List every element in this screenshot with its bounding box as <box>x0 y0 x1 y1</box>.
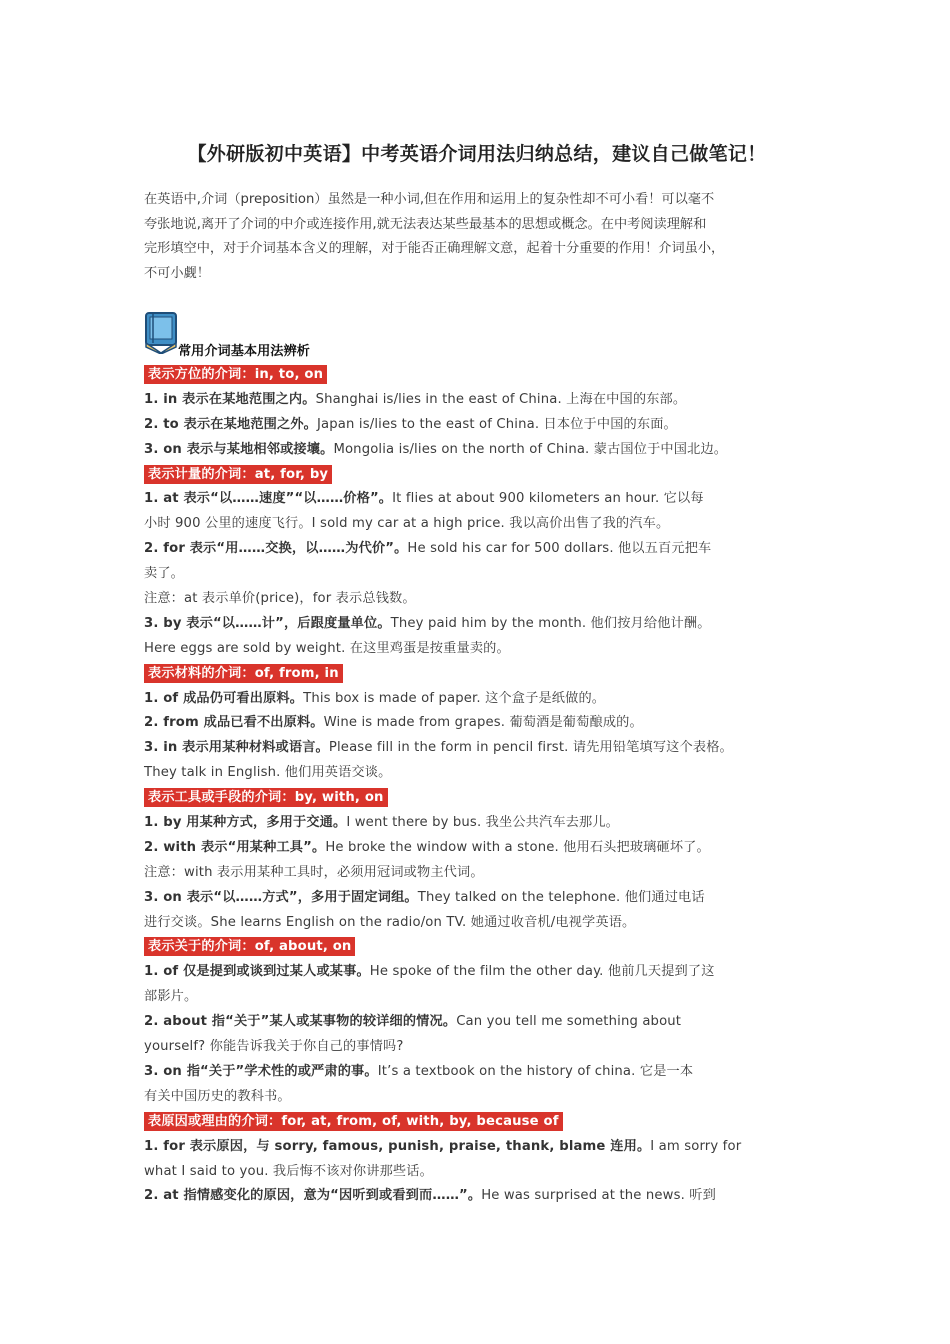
usage-example: Wine is made from grapes. 葡萄酒是葡萄酿成的。 <box>323 715 643 731</box>
category-row <box>144 1110 810 1135</box>
usage-line <box>144 512 810 537</box>
usage-line <box>144 811 810 836</box>
usage-rule: 2. for 表示“用……交换，以……为代价”。 <box>144 541 408 557</box>
usage-line <box>144 985 810 1010</box>
category-tag: 表原因或理由的介词：for, at, from, of, with, by, because of <box>144 1112 563 1131</box>
usage-rule: 2. from 成品已看不出原料。 <box>144 715 324 731</box>
usage-example: Can you tell me something about <box>456 1014 682 1030</box>
category-tag: 表示计量的介词：at, for, by <box>144 465 332 484</box>
usage-example: Japan is/lies to the east of China. 日本位于中国的东面。 <box>317 416 677 432</box>
content-lines <box>144 363 810 1209</box>
usage-example: They paid him by the month. 他们按月给他计酬。 <box>390 615 711 631</box>
usage-line <box>144 861 810 886</box>
usage-rule: 1. of 仅是提到或谈到过某人或某事。 <box>144 964 370 980</box>
intro-line: 不可小觑！ <box>144 265 210 281</box>
usage-example: 注意：with 表示用某种工具时，必须用冠词或物主代词。 <box>144 864 484 880</box>
usage-line <box>144 1184 810 1209</box>
usage-example: This box is made of paper. 这个盒子是纸做的。 <box>303 690 606 706</box>
usage-line <box>144 1060 810 1085</box>
category-tag: 表示工具或手段的介词：by, with, on <box>144 788 388 807</box>
page-title: 【外研版初中英语】中考英语介词用法归纳总结，建议自己做笔记！ <box>187 143 767 165</box>
usage-example: They talk in English. 他们用英语交谈。 <box>144 765 392 781</box>
usage-line <box>144 1035 810 1060</box>
usage-example: Mongolia is/lies on the north of China. 蒙古国位于中国北边。 <box>333 441 728 457</box>
usage-line <box>144 413 810 438</box>
usage-line <box>144 438 810 463</box>
usage-line <box>144 836 810 861</box>
usage-rule: 3. on 表示与某地相邻或接壤。 <box>144 441 334 457</box>
usage-rule: 1. for 表示原因，与 sorry, famous, punish, praise, thank, blame 连用。 <box>144 1138 651 1154</box>
usage-line <box>144 911 810 936</box>
usage-example: 有关中国历史的教科书。 <box>144 1088 291 1104</box>
usage-example: It flies at about 900 kilometers an hour. 它以每 <box>392 491 704 507</box>
usage-example: He spoke of the film the other day. 他前几天提到了这 <box>369 964 715 980</box>
usage-rule: 1. in 表示在某地范围之内。 <box>144 391 316 407</box>
usage-line <box>144 537 810 562</box>
category-tag: 表示关于的介词：of, about, on <box>144 937 355 956</box>
usage-example: 小时 900 公里的速度飞行。I sold my car at a high price. 我以高价出售了我的汽车。 <box>144 516 670 532</box>
usage-example: I went there by bus. 我坐公共汽车去那儿。 <box>346 815 620 831</box>
usage-example: what I said to you. 我后悔不该对你讲那些话。 <box>144 1163 433 1179</box>
usage-example: Please fill in the form in pencil first. 请先用铅笔填写这个表格。 <box>328 740 733 756</box>
intro-line: 夸张地说,离开了介词的中介或连接作用,就无法表达某些最基本的思想或概念。在中考阅读理解和 <box>144 216 707 232</box>
usage-rule: 2. to 表示在某地范围之外。 <box>144 416 318 432</box>
usage-line <box>144 587 810 612</box>
category-tag: 表示材料的介词：of, from, in <box>144 664 343 683</box>
usage-example: 进行交谈。She learns English on the radio/on TV. 她通过收音机/电视学英语。 <box>144 914 636 930</box>
intro-line: 完形填空中，对于介词基本含义的理解，对于能否正确理解文意，起着十分重要的作用！介词虽小， <box>144 241 725 256</box>
usage-line <box>144 612 810 637</box>
category-row <box>144 662 810 687</box>
usage-line <box>144 637 810 662</box>
usage-example: I am sorry for <box>650 1138 742 1154</box>
usage-line <box>144 960 810 985</box>
intro-line: 在英语中,介词（preposition）虽然是一种小词,但在作用和运用上的复杂性却不可小看！可以毫不 <box>144 192 715 207</box>
usage-rule: 3. on 指“关于”学术性的或严肃的事。 <box>144 1063 378 1079</box>
usage-rule: 2. at 指情感变化的原因，意为“因听到或看到而……”。 <box>144 1188 482 1204</box>
usage-rule: 2. about 指“关于”某人或某事物的较详细的情况。 <box>144 1014 457 1030</box>
category-row <box>144 935 810 960</box>
usage-rule: 3. by 表示“以……计”，后跟度量单位。 <box>144 615 391 631</box>
usage-example: 注意：at 表示单价(price)，for 表示总钱数。 <box>144 591 416 607</box>
usage-line <box>144 388 810 413</box>
section-heading: 常用介词基本用法辨析 <box>178 344 310 359</box>
usage-example: He was surprised at the news. 听到 <box>481 1188 716 1204</box>
usage-rule: 2. with 表示“用某种工具”。 <box>144 839 326 855</box>
usage-rule: 1. of 成品仍可看出原料。 <box>144 690 304 706</box>
category-row <box>144 786 810 811</box>
usage-rule: 1. at 表示“以……速度”“以……价格”。 <box>144 491 393 507</box>
usage-rule: 3. on 表示“以……方式”，多用于固定词组。 <box>144 889 418 905</box>
usage-example: yourself? 你能告诉我关于你自己的事情吗? <box>144 1039 404 1055</box>
usage-rule: 3. in 表示用某种材料或语言。 <box>144 740 329 756</box>
intro-paragraph <box>144 188 810 286</box>
usage-line <box>144 1010 810 1035</box>
usage-line <box>144 1085 810 1110</box>
usage-example: 部影片。 <box>144 989 198 1005</box>
usage-line <box>144 886 810 911</box>
usage-line <box>144 562 810 587</box>
usage-example: Here eggs are sold by weight. 在这里鸡蛋是按重量卖的。 <box>144 640 510 656</box>
usage-line <box>144 687 810 712</box>
usage-line <box>144 1135 810 1160</box>
usage-line <box>144 1160 810 1185</box>
book-icon <box>144 312 178 354</box>
usage-example: 卖了。 <box>144 566 185 582</box>
usage-line <box>144 711 810 736</box>
usage-line <box>144 761 810 786</box>
usage-example: They talked on the telephone. 他们通过电话 <box>417 889 705 905</box>
usage-rule: 1. by 用某种方式，多用于交通。 <box>144 815 347 831</box>
category-row <box>144 363 810 388</box>
usage-line <box>144 487 810 512</box>
usage-line <box>144 736 810 761</box>
category-row <box>144 463 810 488</box>
usage-example: He sold his car for 500 dollars. 他以五百元把车 <box>407 541 712 557</box>
category-tag: 表示方位的介词：in, to, on <box>144 365 327 384</box>
usage-example: It’s a textbook on the history of china. 它是一本 <box>377 1063 694 1079</box>
usage-example: Shanghai is/lies in the east of China. 上海在中国的东部。 <box>315 391 687 407</box>
usage-example: He broke the window with a stone. 他用石头把玻璃砸坏了。 <box>325 839 710 855</box>
